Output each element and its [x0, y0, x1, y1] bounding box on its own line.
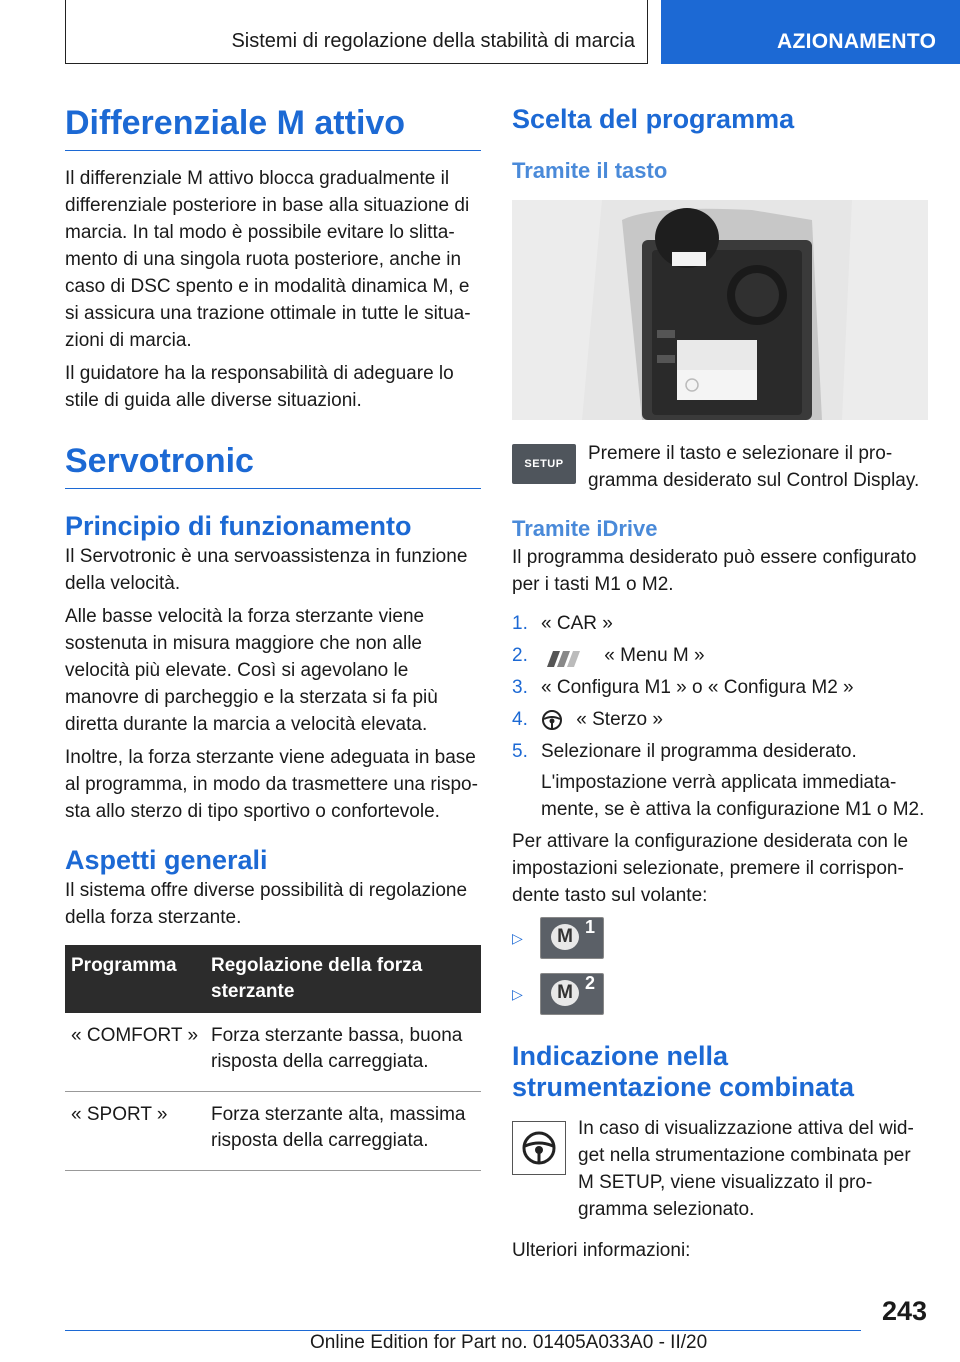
- paragraph: Il sistema offre diverse possibilità di regolazione della forza sterzante.: [65, 880, 468, 928]
- indicazione-block: [512, 1115, 928, 1223]
- console-illustration: [512, 200, 928, 420]
- m2-bullet-row: [512, 973, 928, 1015]
- table-cell-program: « SPORT »: [65, 1092, 205, 1171]
- step-note: L'impostazione verrà applicata immediatamente, se è attiva la configurazione M1 o M2.: [541, 772, 925, 820]
- paragraph: Il guidatore ha la responsabilità di adeguare lo stile di guida alle diverse situazioni.: [65, 363, 454, 411]
- heading-rule: [65, 150, 481, 151]
- heading-scelta: Scelta del programma: [512, 104, 795, 134]
- table-row: [65, 1092, 481, 1171]
- steering-widget-icon: [512, 1121, 566, 1175]
- step-text: Selezionare il programma desiderato.: [541, 741, 857, 762]
- list-item: [512, 738, 928, 823]
- paragraph: Inoltre, la forza sterzante viene adeguata in base al programma, in modo da trasmettere una risposta allo sterzo di tipo sportivo o confortevole.: [65, 747, 478, 822]
- paragraph: Il Servotronic è una servoassistenza in funzione della velocità.: [65, 546, 468, 594]
- heading-rule: [65, 488, 481, 489]
- paragraph: Premere il tasto e selezionare il programma desiderato sul Control Display.: [588, 443, 920, 491]
- table-header-programma: Programma: [65, 945, 205, 1013]
- step-text: « Configura M1 » o « Configura M2 »: [541, 677, 854, 698]
- step-number: 2.: [512, 645, 528, 666]
- paragraph: Per attivare la configurazione desiderata con le impostazioni selezionate, premere il corrispondente tasto sul volante:: [512, 831, 909, 906]
- table-cell-regolazione: Forza sterzante alta, massima risposta della carreggiata.: [205, 1092, 481, 1171]
- step-number: 1.: [512, 613, 528, 634]
- left-column: [65, 100, 481, 1171]
- edition-text: Online Edition for Part no. 01405A033A0 - II/20: [310, 1332, 708, 1353]
- steering-wheel-icon: [541, 709, 563, 731]
- table-cell-program: « COMFORT »: [65, 1013, 205, 1092]
- list-item: [512, 706, 928, 733]
- bullet-triangle-icon: ▷: [512, 985, 523, 1002]
- step-number: 3.: [512, 677, 528, 698]
- footer-rule: [65, 1330, 861, 1331]
- table-header-regolazione: Regolazione della forza sterzante: [205, 945, 481, 1013]
- step-number: 5.: [512, 741, 528, 762]
- header-section-box: [65, 0, 648, 64]
- heading-tramite-tasto: Tramite il tasto: [512, 158, 668, 183]
- table-cell-regolazione: Forza sterzante bassa, buona risposta della carreggiata.: [205, 1013, 481, 1092]
- setup-button-icon: SETUP: [512, 444, 576, 484]
- heading-aspetti: Aspetti generali: [65, 845, 268, 875]
- chapter-tab[interactable]: [661, 0, 960, 64]
- m1-bullet-row: [512, 917, 928, 959]
- chapter-tab-label: AZIONAMENTO: [777, 30, 937, 53]
- heading-servotronic: Servotronic: [65, 442, 254, 480]
- step-text: « Sterzo »: [576, 709, 663, 730]
- paragraph: Il differenziale M attivo blocca gradualmente il differenziale posteriore in base alla situazione di marcia. In tal modo è possibile evitare lo slittamento di una singola ruota posteriore, anche in caso di DSC spento e in modalità dinamica M, e si assicura una trazione ottimale in tutte le situazioni di marcia.: [65, 168, 471, 351]
- steering-table: [65, 945, 481, 1171]
- section-title: Sistemi di regolazione della stabilità di marcia: [231, 30, 635, 52]
- paragraph: In caso di visualizzazione attiva del widget nella strumentazione combinata per M SETUP, viene visualizzato il programma selezionato.: [578, 1118, 914, 1220]
- bullet-triangle-icon: ▷: [512, 929, 523, 946]
- console-photo: [512, 200, 928, 420]
- paragraph: Alle basse velocità la forza sterzante viene sostenuta in misura maggiore che non alle velocità più elevate. Così si agevolano le manovre di parcheggio e la sterzata si fa più diretta durante la marcia a velocità elevata.: [65, 606, 438, 735]
- heading-indicazione: Indicazione nella strumentazione combinata: [512, 1041, 855, 1102]
- setup-row: [512, 440, 928, 494]
- right-column: [512, 100, 928, 1270]
- heading-tramite-idrive: Tramite iDrive: [512, 516, 658, 541]
- table-row: [65, 1013, 481, 1092]
- step-text: « CAR »: [541, 613, 613, 634]
- table-header-row: [65, 945, 481, 1013]
- heading-differenziale: Differenziale M attivo: [65, 104, 406, 142]
- paragraph: Ulteriori informazioni:: [512, 1240, 691, 1261]
- list-item: [512, 674, 928, 701]
- heading-principio: Principio di funzionamento: [65, 511, 412, 541]
- step-text: « Menu M »: [604, 645, 705, 666]
- page-number: 243: [881, 1296, 927, 1326]
- list-item: [512, 642, 928, 669]
- list-item: [512, 610, 928, 637]
- m-stripes-icon: [541, 648, 591, 664]
- m1-button-icon: M 1: [540, 917, 604, 959]
- paragraph: Il programma desiderato può essere configurato per i tasti M1 o M2.: [512, 547, 917, 595]
- steps-list: [512, 610, 928, 823]
- step-number: 4.: [512, 709, 528, 730]
- m2-button-icon: M 2: [540, 973, 604, 1015]
